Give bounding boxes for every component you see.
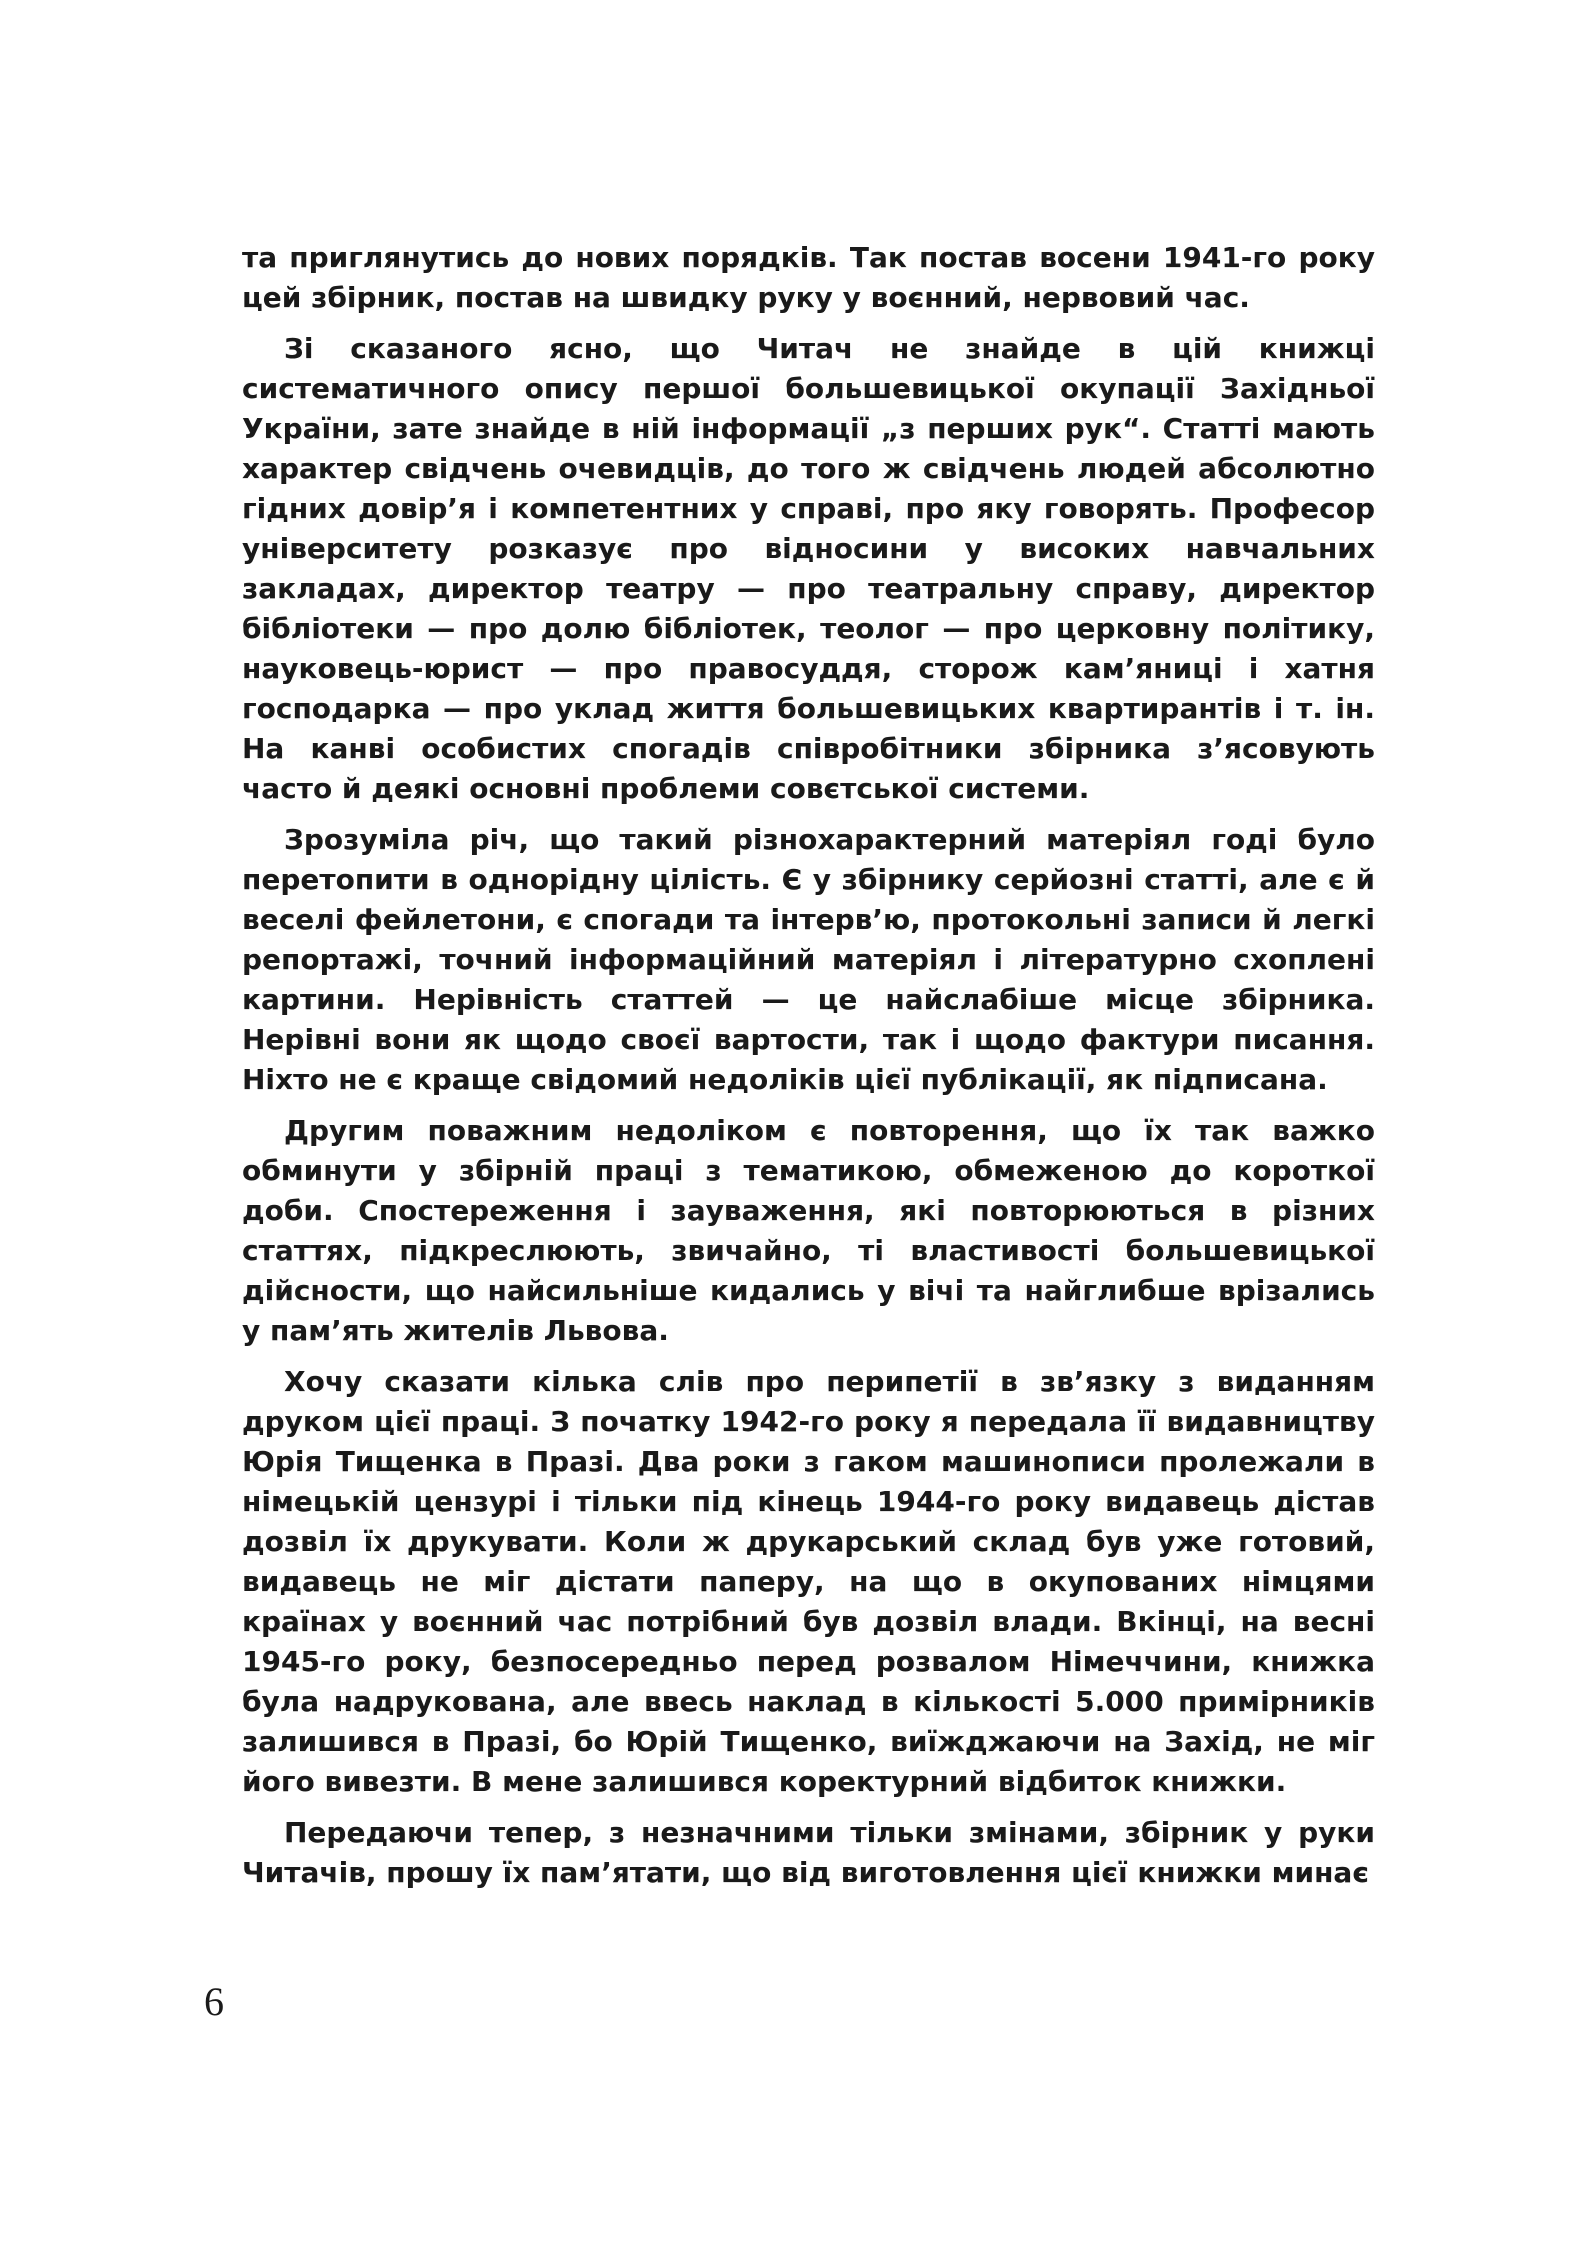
page-number: 6 <box>204 1979 224 2024</box>
paragraph-5: Хочу сказати кілька слів про перипетії в зв’язку з виданням друком цієї праці. З початку 1942-го року я передала її видавництву Юрія Тищенка в Празі. Два роки з гаком машинописи пролежали в німецькій цензурі і тільки під кінець 1944-го року видавець дістав дозвіл їх друкувати. Коли ж друкарський склад був уже готовий, видавець не міг дістати паперу, на що в окупованих німцями країнах у воєнний час потрібний був дозвіл влади. Вкінці, на весні 1945-го року, безпосередньо перед розвалом Німеччини, книжка була надрукована, але ввесь наклад в кількості 5.000 примірників залишився в Празі, бо Юрій Тищенко, виїжджаючи на Захід, не міг його вивезти. В мене залишився коректурний відбиток книжки. <box>242 1365 1375 1798</box>
paragraph-3: Зрозуміла річ, що такий різнохарактерний матеріял годі було перетопити в однорідну цілість. Є у збірнику серйозні статті, але є й веселі фейлетони, є спогади та інтерв’ю, протокольні записи й легкі репортажі, точний інформаційний матеріял і літературно схоплені картини. Нерівність статтей — це найслабіше місце збірника. Нерівні вони як щодо своєї вартости, так і щодо фактури писання. Ніхто не є краще свідомий недоліків цієї публікації, як підписана. <box>242 823 1375 1096</box>
paragraph-2: Зі сказаного ясно, що Читач не знайде в цій книжці систематичного опису першої большевицької окупації Західньої України, зате знайде в ній інформації „з перших рук“. Статті мають характер свідчень очевидців, до того ж свідчень людей абсолютно гідних довір’я і компетентних у справі, про яку говорять. Професор університету розказує про відносини у високих навчальних закладах, директор театру — про театральну справу, директор бібліотеки — про долю бібліотек, теолог — про церковну політику, науковець-юрист — про правосуддя, сторож кам’яниці і хатня господарка — про уклад життя большевицьких квартирантів і т. ін. На канві особистих спогадів співробітники збірника з’ясовують часто й деякі основні проблеми совєтської системи. <box>242 332 1375 805</box>
body-text <box>242 238 1375 1904</box>
paragraph-4: Другим поважним недоліком є повторення, що їх так важко обминути у збірній праці з тематикою, обмеженою до короткої доби. Спостереження і зауваження, які повторюються в різних статтях, підкреслюють, звичайно, ті властивості большевицької дійсности, що найсильніше кидались у вічі та найглибше врізались у пам’ять жителів Львова. <box>242 1114 1375 1347</box>
paragraph-1: та приглянутись до нових порядків. Так постав восени 1941-го року цей збірник, постав на швидку руку у воєнний, нервовий час. <box>242 241 1375 314</box>
paragraph-6: Передаючи тепер, з незначними тільки змінами, збірник у руки Читачів, прошу їх пам’ятати, що від виготовлення цієї книжки минає <box>242 1816 1375 1889</box>
